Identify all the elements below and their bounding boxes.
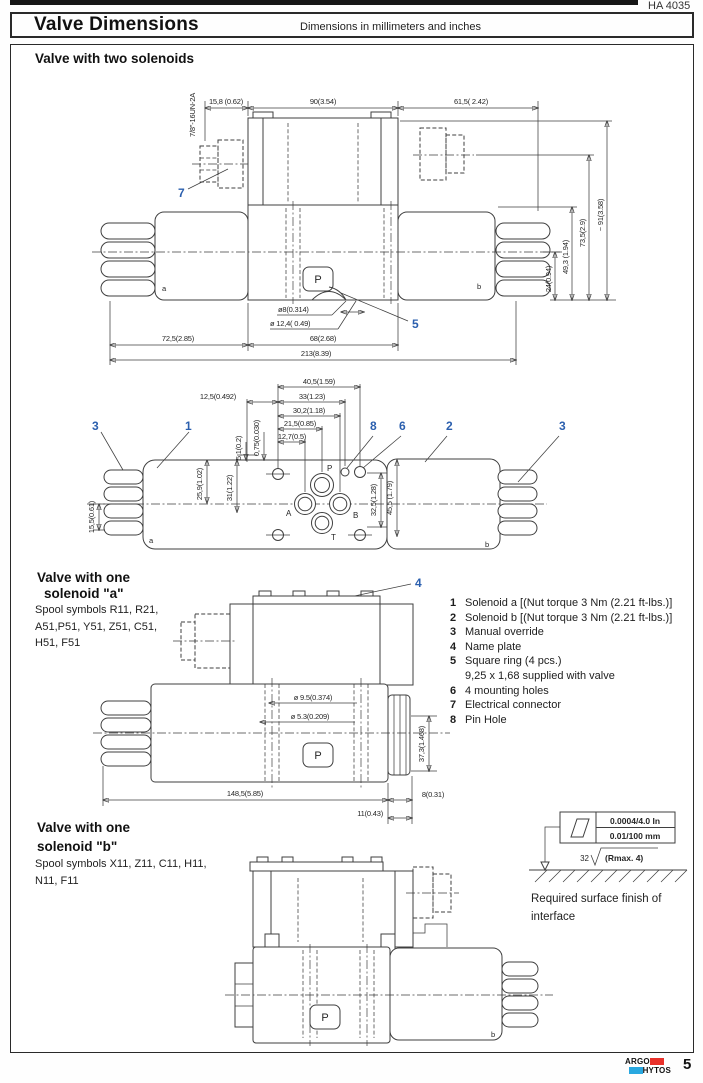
knurl-right	[502, 962, 538, 1027]
port-label-p: P	[327, 464, 333, 473]
coil-block	[230, 591, 413, 685]
dim-45-5: 45,5 (1.79)	[385, 480, 394, 516]
spool-a-line2: A51,P51, Y51, Z51, C51,	[35, 620, 158, 633]
roughness-value: 32	[580, 854, 589, 863]
dim-total-length: 213(8.39)	[300, 349, 332, 358]
coil-block	[250, 857, 413, 954]
vdim-73: 73,5(2.9)	[578, 218, 587, 248]
section-heading-one-a-line1: Valve with one	[37, 570, 131, 585]
document-number: HA 4035	[648, 0, 691, 12]
argo-hytos-logo	[625, 1057, 671, 1075]
callout-1: 1	[185, 419, 192, 433]
dia-small: ø8(0.314)	[278, 305, 309, 314]
dim-5-1: 5,1(0.2)	[234, 435, 243, 461]
dim-33: 33(1.23)	[298, 392, 326, 401]
logo-row-bottom	[625, 1066, 671, 1075]
page-number: 5	[683, 1056, 692, 1073]
legend-text-7: Electrical connector	[465, 699, 561, 712]
dim-32-5: 32,5(1.28)	[369, 483, 378, 517]
dim-0-75: 0,75(0.030)	[252, 419, 261, 457]
legend-item-4	[450, 640, 695, 655]
dim-center-length: 68(2.68)	[309, 334, 337, 343]
callout-3-left: 3	[92, 419, 99, 433]
dim-left-length: 72,5(2.85)	[161, 334, 195, 343]
legend-num-5: 5	[450, 655, 457, 668]
spool-a-line1: Spool symbols R11, R21,	[35, 604, 159, 616]
legend-item-3	[450, 625, 695, 640]
logo-row-top	[625, 1057, 671, 1066]
letter-a: a	[149, 536, 153, 545]
dim-12-7: 12,7(0.5)	[277, 432, 307, 441]
dim-21-5: 21,5(0.85)	[283, 419, 317, 428]
callout-8: 8	[370, 419, 377, 433]
solenoid-b	[390, 948, 538, 1040]
dia-5-3: ø 5.3(0.209)	[290, 712, 330, 721]
dim-148-5: 148,5(5.85)	[226, 789, 264, 798]
spool-symbols-b	[35, 856, 207, 889]
leader-7	[188, 169, 228, 189]
legend-text-2: Solenoid b [(Nut torque 3 Nm (2.21 ft-lbs.)]	[465, 611, 673, 624]
legend-text-4: Name plate	[465, 640, 522, 653]
drawing-top-view	[85, 372, 585, 570]
letter-b: b	[491, 1030, 495, 1039]
legend-item-8	[450, 713, 695, 728]
legend-text-5: Square ring (4 pcs.)	[465, 655, 562, 668]
vdim-37-3: 37,3(1.468)	[417, 725, 426, 763]
spec-mm: 0.01/100 mm	[609, 831, 661, 841]
manual-override-knurl-left	[101, 223, 155, 296]
knurl-right	[498, 470, 537, 535]
knurl-left	[104, 470, 143, 535]
legend-num-7: 7	[450, 699, 457, 712]
legend-item-1	[450, 596, 695, 611]
port-label-p: P	[321, 1012, 329, 1024]
logo-blue-block	[629, 1067, 643, 1074]
legend-text-8: Pin Hole	[465, 713, 507, 726]
spool-b-line1: Spool symbols X11, Z11, C11, H11,	[35, 858, 207, 870]
callout-2: 2	[446, 419, 453, 433]
dim-8: 8(0.31)	[421, 790, 445, 799]
callout-3-right: 3	[559, 419, 566, 433]
callout-5: 5	[412, 317, 419, 331]
body-top-view	[87, 459, 547, 549]
port-label-p: P	[314, 750, 322, 762]
body-letter-b: b	[477, 282, 481, 291]
legend-text-3: Manual override	[465, 626, 544, 639]
dim-right-width: 61,5( 2.42)	[453, 97, 489, 106]
legend-num-6: 6	[450, 684, 457, 697]
spool-b-line2: N11, F11	[35, 874, 79, 887]
callout-7: 7	[178, 186, 185, 200]
section-heading-two-solenoids: Valve with two solenoids	[35, 51, 195, 66]
legend-num-4: 4	[450, 640, 457, 653]
manual-override-knurl-right	[496, 223, 550, 296]
dim-30-2: 30,2(1.18)	[292, 406, 326, 415]
dim-body-width: 90(3.54)	[309, 97, 337, 106]
letter-b: b	[485, 540, 489, 549]
logo-argo: ARGO	[625, 1057, 650, 1066]
drawing-two-solenoids	[88, 83, 673, 383]
surface-caption-line2: interface	[531, 911, 576, 923]
surface-caption-line1: Required surface finish of	[531, 893, 662, 905]
dim-11: 11(0.43)	[357, 809, 383, 818]
port-label-a: A	[286, 509, 292, 518]
page-subtitle: Dimensions in millimeters and inches	[300, 21, 481, 33]
dim-31: 31(1.22)	[225, 474, 234, 502]
right-connector-dashed	[413, 128, 474, 180]
dim-15-5: 15,5(0.61)	[87, 500, 96, 534]
legend-num-2: 2	[450, 611, 457, 624]
vdim-49: 49,3 (1.94)	[561, 239, 570, 275]
port-label-t: T	[331, 533, 336, 542]
knurl-left	[101, 701, 151, 766]
callout-6: 6	[399, 419, 406, 433]
drawing-one-solenoid-a	[55, 570, 455, 830]
connector-dashed	[406, 867, 459, 947]
port-label-b: B	[353, 511, 359, 520]
legend-item-5-cont: 9,25 x 1,68 supplied with valve	[465, 669, 615, 682]
connector-dashed	[173, 614, 237, 668]
legend-text-6: 4 mounting holes	[465, 684, 549, 697]
legend-item-5	[450, 654, 695, 669]
logo-hytos: HYTOS	[642, 1066, 671, 1075]
port-label-p: P	[314, 274, 322, 286]
vdim-24: 24(0.94)	[544, 265, 553, 293]
legend-num-8: 8	[450, 713, 457, 726]
electrical-connector-dashed	[192, 140, 256, 188]
vdim-91: ~ 91(3.58)	[596, 198, 605, 232]
spool-a-line3: H51, F51	[35, 637, 81, 649]
body-letter-a: a	[162, 284, 166, 293]
section-heading-one-b-line2: solenoid "b"	[37, 839, 118, 854]
dim-40-5: 40,5(1.59)	[302, 377, 336, 386]
legend-item-7	[450, 698, 695, 713]
legend-num-1: 1	[450, 597, 457, 609]
drawing-one-solenoid-b	[185, 850, 570, 1050]
solenoid-coil-block	[248, 112, 398, 206]
dia-large: ø 12,4( 0.49)	[270, 319, 311, 328]
dia-9-5: ø 9.5(0.374)	[293, 693, 333, 702]
legend-item-2	[450, 611, 695, 626]
callout-4: 4	[415, 576, 422, 590]
dim-12-5: 12,5(0.492)	[199, 392, 237, 401]
dim-thread: 7/8"-16UN-2A	[188, 92, 197, 138]
top-rule	[10, 0, 638, 5]
dim-25-9: 25,9(1.02)	[195, 467, 204, 501]
legend-num-3: 3	[450, 626, 457, 639]
spec-inches: 0.0004/4.0 In	[609, 816, 661, 826]
rmax-value: (Rmax. 4)	[605, 853, 644, 863]
valve-body	[93, 678, 450, 788]
legend	[450, 596, 695, 727]
section-heading-one-b-line1: Valve with one	[37, 820, 131, 835]
legend-text-1: Solenoid a [(Nut torque 3 Nm (2.21 ft-lbs.)]	[465, 597, 673, 609]
legend-item-6	[450, 684, 695, 699]
logo-red-block	[650, 1058, 664, 1065]
dim-connector-width: 15,8 (0.62)	[208, 97, 244, 106]
section-heading-one-a-line2: solenoid "a"	[44, 586, 124, 601]
page-title: Valve Dimensions	[34, 14, 199, 35]
